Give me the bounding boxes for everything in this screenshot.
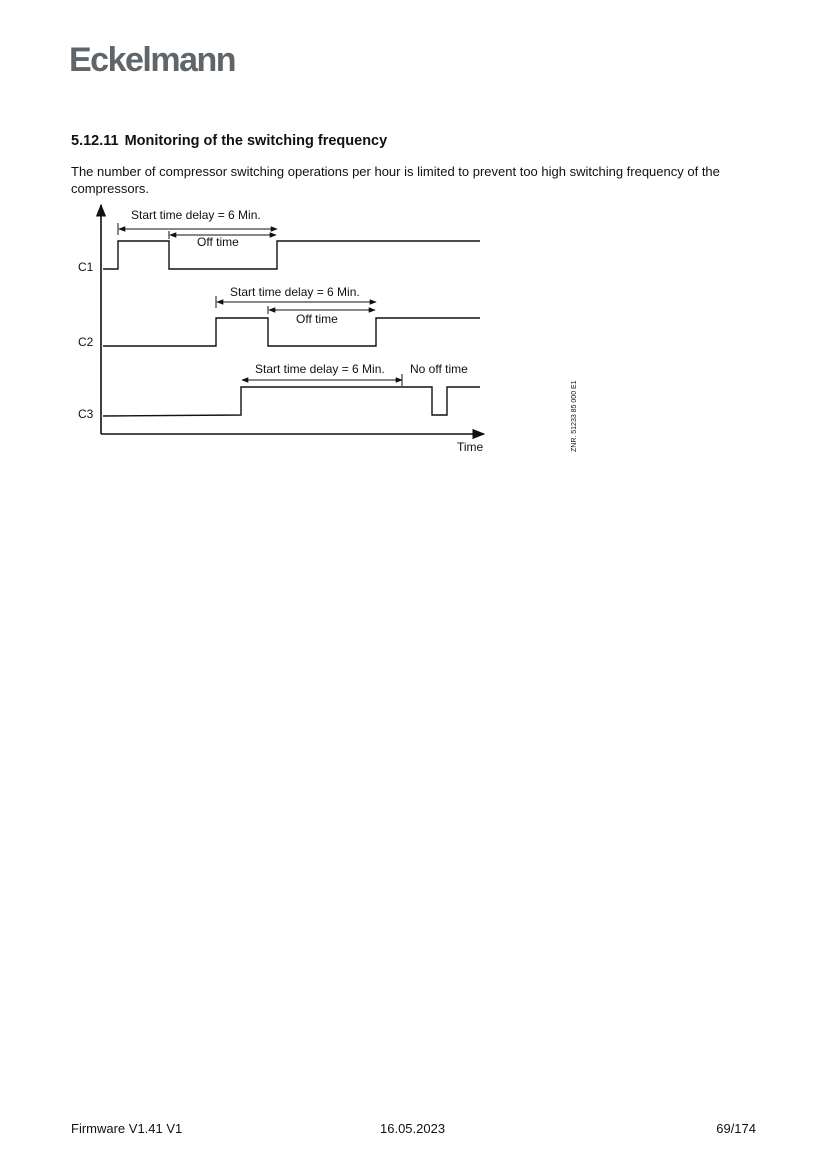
footer-page-number: 69/174 [716,1121,756,1136]
no-off-time-label: No off time [410,362,468,376]
footer-date: 16.05.2023 [380,1121,446,1136]
footer-firmware: Firmware V1.41 V1 [71,1121,183,1136]
row-label-c1: C1 [78,260,94,274]
signal-c1 [103,241,480,269]
delay-label-c3: Start time delay = 6 Min. [255,362,385,376]
row-label-c3: C3 [78,407,94,421]
delay-label-c2: Start time delay = 6 Min. [230,285,360,299]
off-label-c1: Off time [197,235,239,249]
off-label-c2: Off time [296,312,338,326]
switching-frequency-diagram [60,196,600,461]
row-label-c2: C2 [78,335,94,349]
section-heading [71,133,387,149]
section-title: Monitoring of the switching frequency [124,133,388,149]
intro-paragraph: The number of compressor switching operations per hour is limited to prevent too high switching frequency of the compressors. [71,164,720,196]
section-number: 5.12.11 [71,133,119,149]
row-c3 [78,362,480,421]
row-c1 [78,208,480,274]
row-c2 [78,285,480,349]
delay-label-c1: Start time delay = 6 Min. [131,208,261,222]
signal-c2 [103,318,480,346]
signal-c3 [103,387,480,416]
x-axis-label: Time [457,440,484,454]
reference-code: ZNR. 51233 85 000 E1 [571,380,578,452]
eckelmann-logo: Eckelmann [69,41,236,79]
